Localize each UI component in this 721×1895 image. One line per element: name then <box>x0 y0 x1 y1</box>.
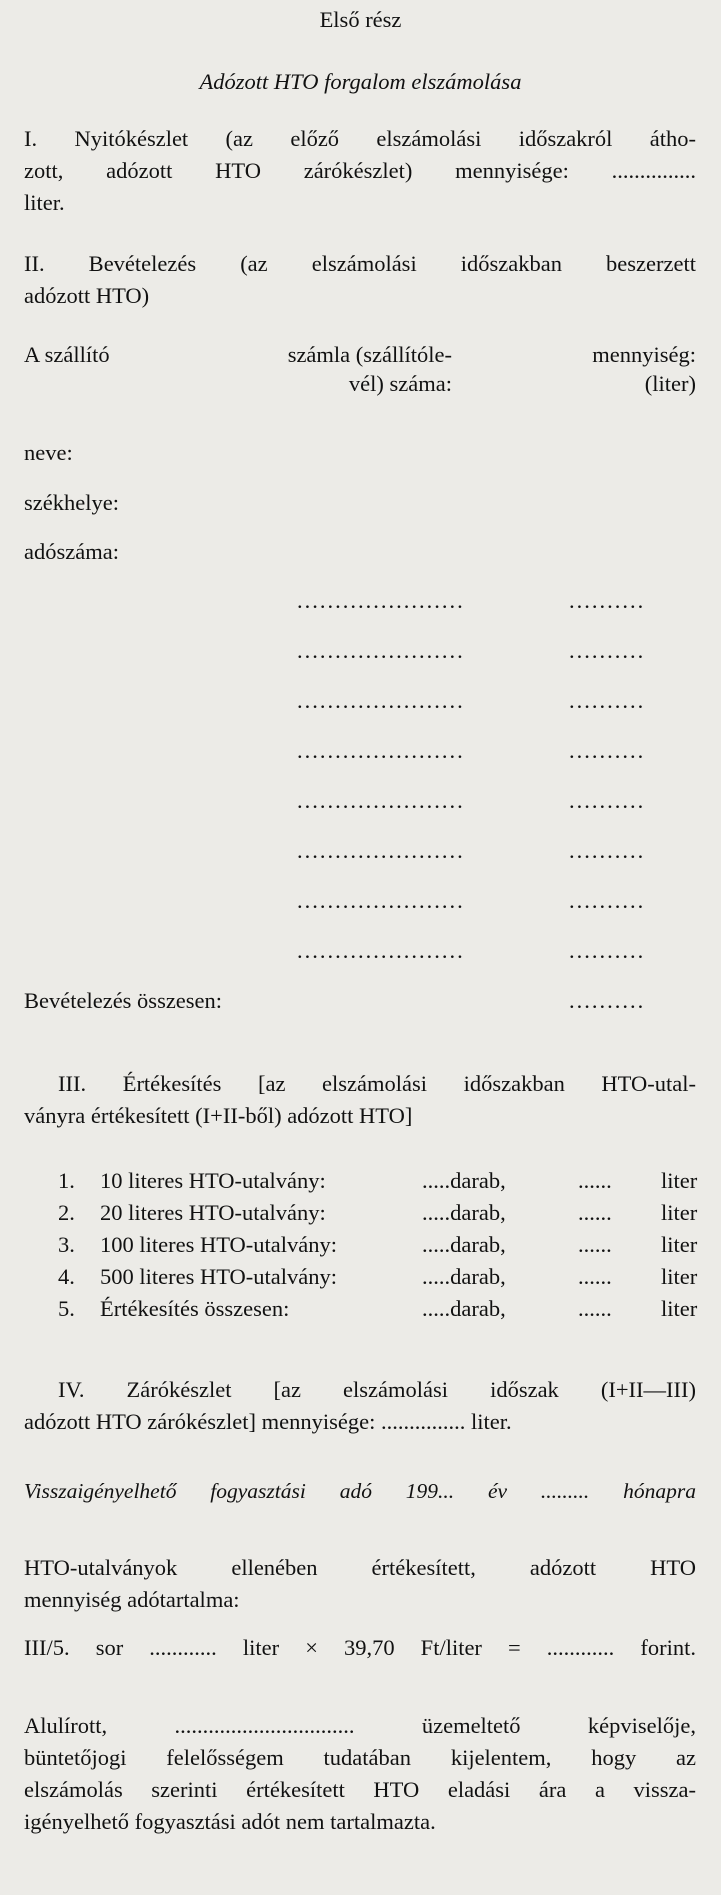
quantity-dots: .......... <box>569 638 646 663</box>
receipts-total-dots: .......... <box>569 988 646 1013</box>
opening-stock-line-2: zott, adózott HTO zárókészlet) mennyisége: ............... <box>24 158 696 183</box>
quantity-dots: .......... <box>569 788 646 813</box>
refund-title: Visszaigényelhető fogyasztási adó 199... év ......... hónapra <box>24 1479 696 1503</box>
closing-stock-line-2: adózott HTO zárókészlet] mennyisége: ............... liter. <box>24 1409 512 1434</box>
quantity-column-header-1: mennyiség: <box>592 342 696 367</box>
invoice-dots: ...................... <box>297 688 465 713</box>
declaration-line-2: büntetőjogi felelősségem tudatában kijelentem, hogy az <box>24 1745 696 1770</box>
refund-line-2: mennyiség adótartalma: <box>24 1587 240 1612</box>
quantity-dots: .......... <box>569 838 646 863</box>
invoice-dots: ...................... <box>297 738 465 763</box>
list-item: 4. 500 literes HTO-utalvány: .....darab, ...... liter <box>58 1264 698 1289</box>
part-title: Első rész <box>319 7 402 32</box>
quantity-dots: .......... <box>569 588 646 613</box>
closing-stock-line-1: IV. Zárókészlet [az elszámolási időszak (I+II—III) <box>58 1377 696 1402</box>
invoice-dots: ...................... <box>297 588 465 613</box>
invoice-dots: ...................... <box>297 888 465 913</box>
sales-line-1: III. Értékesítés [az elszámolási időszakban HTO-utal- <box>58 1071 696 1096</box>
invoice-column-header-2: vél) száma: <box>348 371 452 396</box>
list-item: 2. 20 literes HTO-utalvány: .....darab, ...... liter <box>58 1200 698 1225</box>
quantity-column-header-2: (liter) <box>644 371 696 396</box>
receipts-total-label: Bevételezés összesen: <box>24 988 223 1013</box>
invoice-dots: ...................... <box>297 938 465 963</box>
invoice-dots: ...................... <box>297 838 465 863</box>
list-item: 1. 10 literes HTO-utalvány: .....darab, ...... liter <box>58 1168 698 1193</box>
supplier-taxno-field: adószáma: <box>24 539 119 564</box>
list-item: 5. Értékesítés összesen: .....darab, ...... liter <box>58 1296 698 1321</box>
receipts-line-2: adózott HTO) <box>24 283 150 308</box>
opening-stock-line-3: liter. <box>24 190 65 215</box>
list-item: 3. 100 literes HTO-utalvány: .....darab, ...... liter <box>58 1232 698 1257</box>
declaration-line-3: elszámolás szerinti értékesített HTO eladási ára a vissza- <box>24 1777 696 1802</box>
quantity-dots: .......... <box>569 738 646 763</box>
invoice-dots: ...................... <box>297 788 465 813</box>
declaration-line-1: Alulírott, ................................ üzemeltető képviselője, <box>24 1713 696 1738</box>
quantity-dots: .......... <box>569 888 646 913</box>
quantity-dots: .......... <box>569 688 646 713</box>
opening-stock-line-1: I. Nyitókészlet (az előző elszámolási időszakról átho- <box>24 126 696 151</box>
quantity-dots: .......... <box>569 938 646 963</box>
invoice-dots: ...................... <box>297 638 465 663</box>
supplier-seat-field: székhelye: <box>24 490 119 515</box>
receipts-line-1: II. Bevételezés (az elszámolási időszakban beszerzett <box>24 251 696 276</box>
section-title: Adózott HTO forgalom elszámolása <box>199 69 522 94</box>
supplier-column-header: A szállító <box>24 342 110 367</box>
sales-line-2: ványra értékesített (I+II-ből) adózott HTO] <box>24 1103 413 1128</box>
refund-line-1: HTO-utalványok ellenében értékesített, adózott HTO <box>24 1555 696 1580</box>
supplier-name-field: neve: <box>24 440 73 465</box>
refund-calculation-line: III/5. sor ............ liter × 39,70 Ft/liter = ............ forint. <box>24 1635 696 1660</box>
invoice-column-header-1: számla (szállítóle- <box>287 342 452 367</box>
declaration-line-4: igényelhető fogyasztási adót nem tartalmazta. <box>24 1809 436 1834</box>
